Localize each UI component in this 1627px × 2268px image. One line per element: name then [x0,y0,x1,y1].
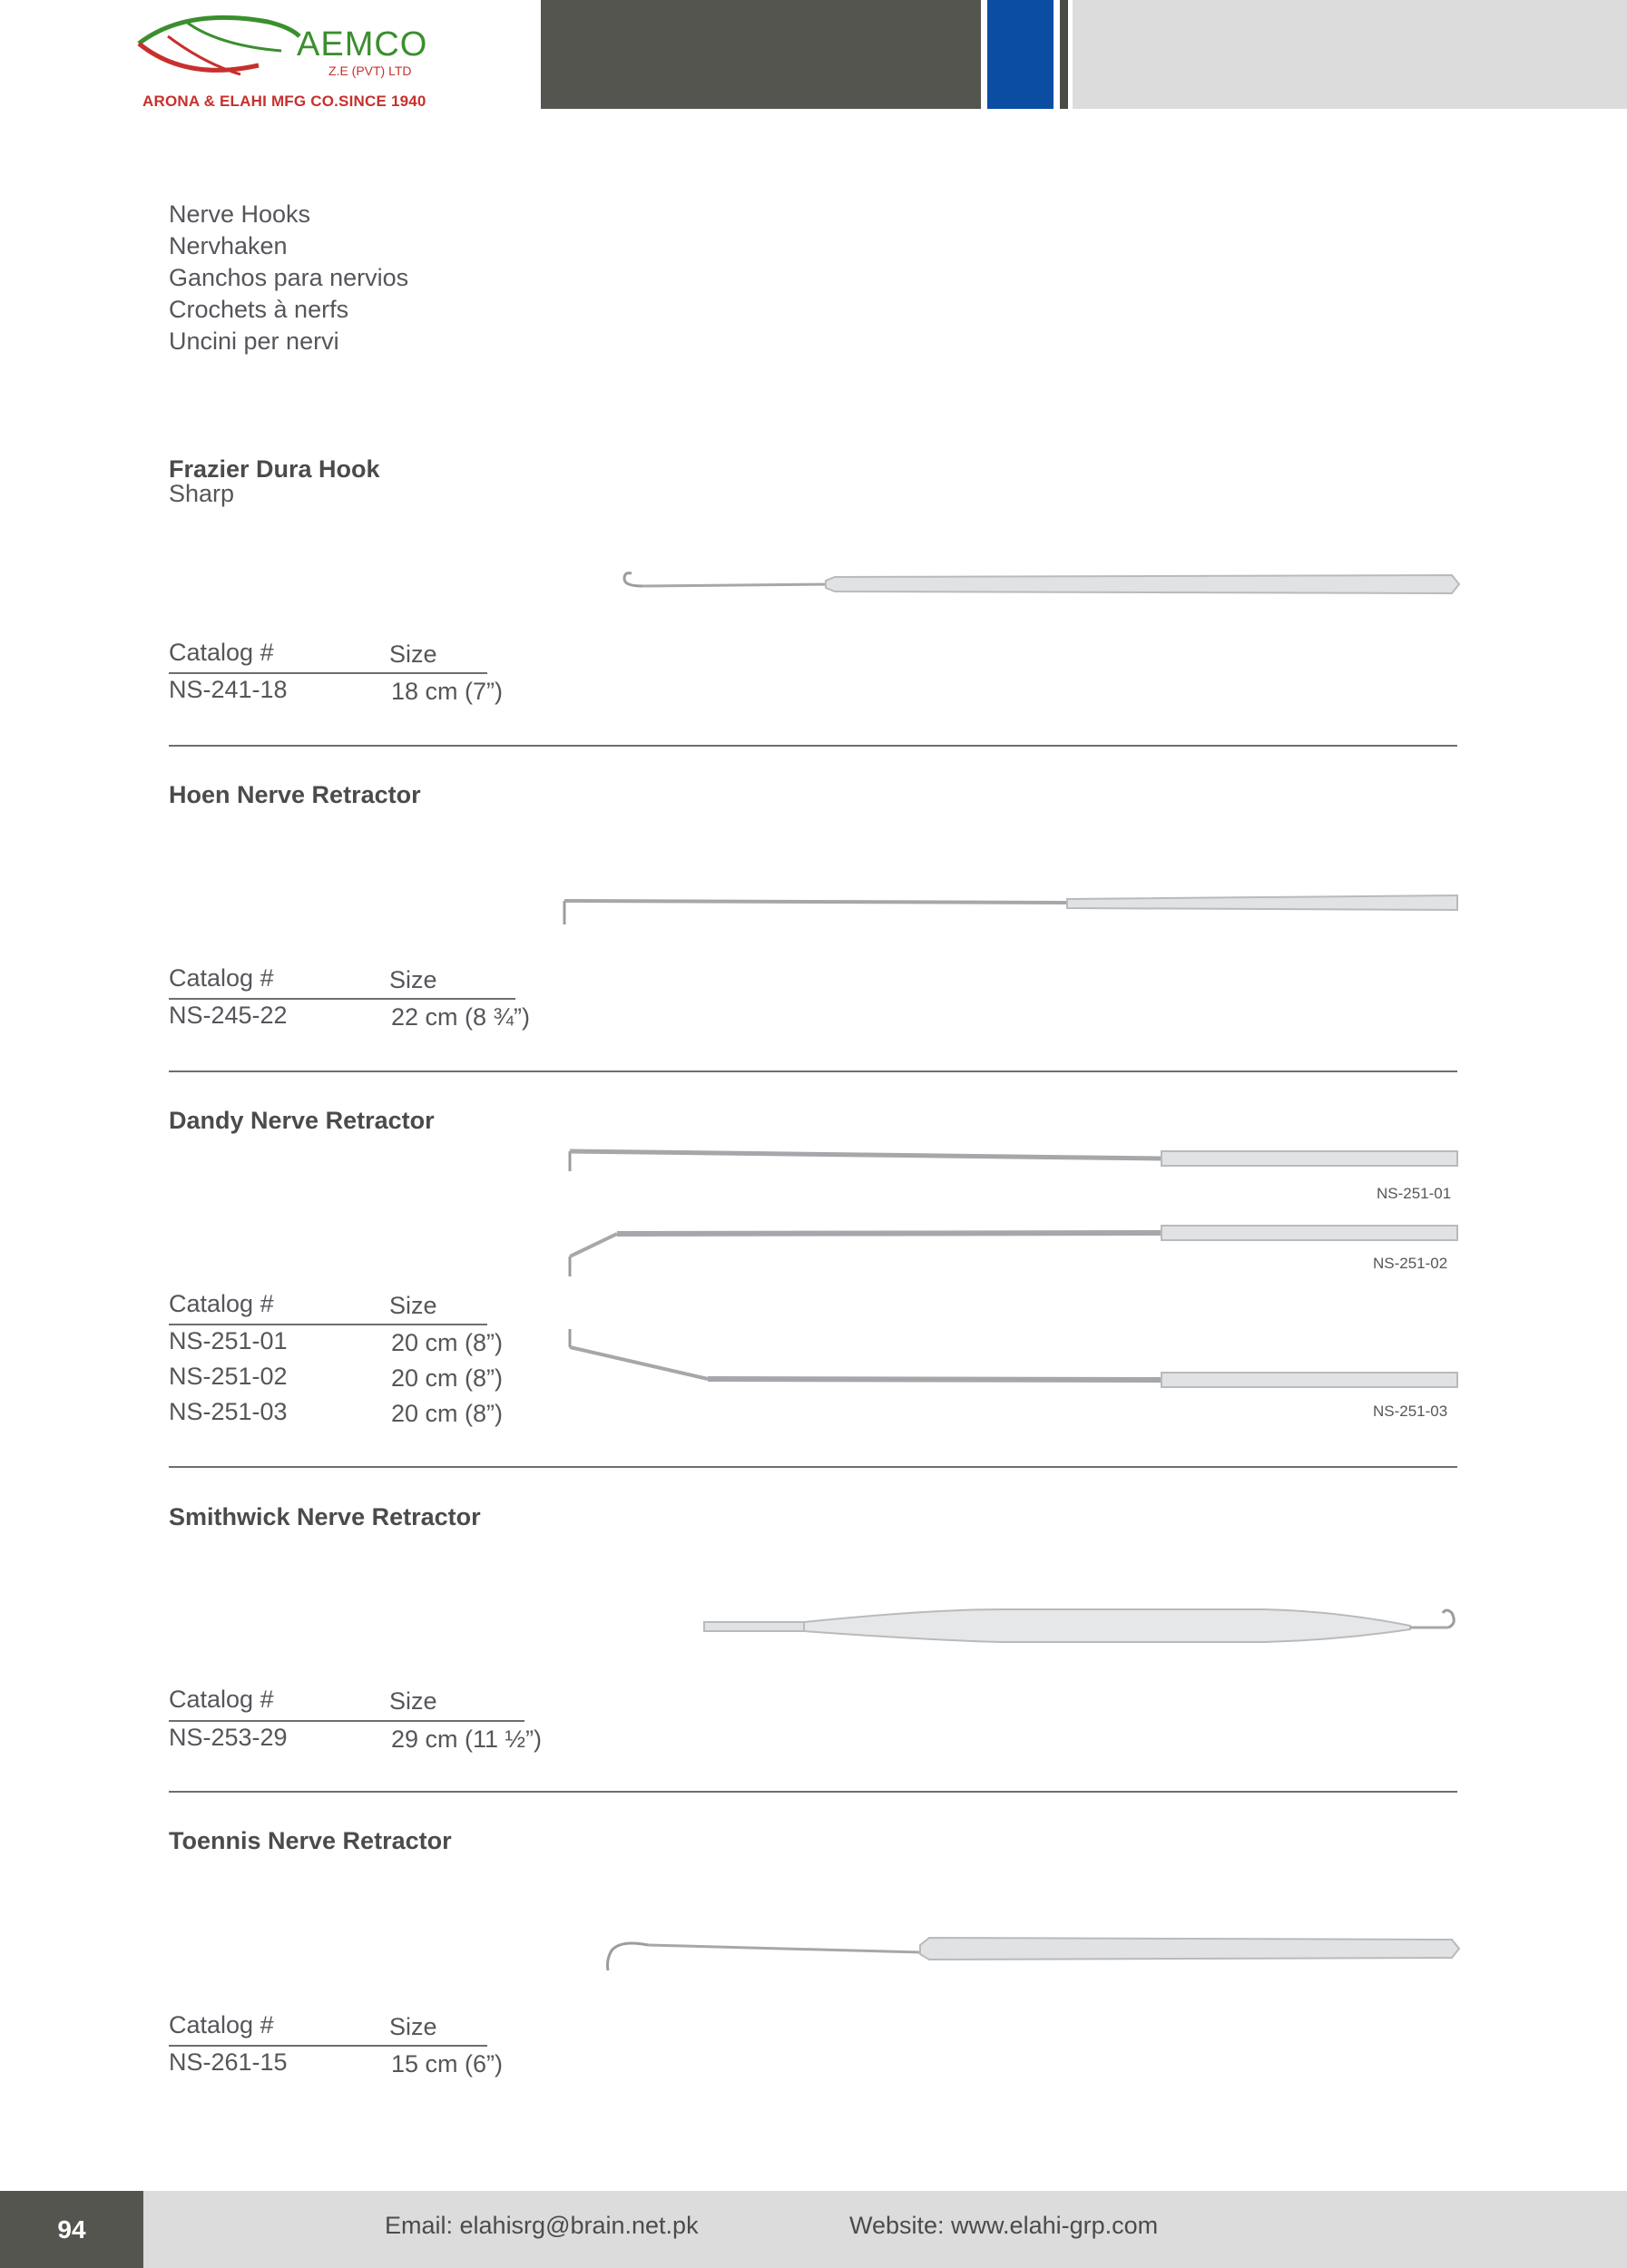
smithwick-nerve-retractor-image [702,1597,1461,1651]
size-value: 20 cm (8”) [391,1400,504,1427]
table-header-underline [169,1720,524,1722]
size-value: 15 cm (6”) [391,2050,504,2077]
table-header-underline [169,998,515,1000]
size-value: 18 cm (7”) [391,678,504,705]
catalog-number: NS-241-18 [169,676,288,703]
toennis-nerve-retractor-image [603,1932,1461,1978]
size-header: Size [389,640,437,668]
section-divider [169,745,1457,747]
catalog-number: NS-245-22 [169,1002,288,1029]
logo-brand: AEMCO [297,25,428,64]
logo-tagline: ARONA & ELAHI MFG CO.SINCE 1940 [142,93,426,110]
size-value: 22 cm (8 ¾”) [391,1003,531,1031]
size-header: Size [389,1687,437,1715]
catalog-number: NS-251-01 [169,1327,288,1354]
catalog-number: NS-251-02 [169,1363,288,1390]
logo-icon [132,9,313,91]
table-header-underline [169,672,487,674]
header-light-bar [1073,0,1627,109]
catalog-number: NS-261-15 [169,2048,288,2076]
catalog-number: NS-253-29 [169,1724,288,1751]
section-divider [169,1466,1457,1468]
dandy-nerve-retractor-image [563,1139,1461,1447]
header-thin-bar [1060,0,1068,109]
catalog-number: NS-251-03 [169,1398,288,1425]
section-divider [169,1070,1457,1072]
size-value: 20 cm (8”) [391,1364,504,1392]
size-header: Size [389,2013,437,2040]
product-name: Dandy Nerve Retractor [169,1107,435,1134]
size-value: 29 cm (11 ½”) [391,1725,543,1753]
header-dark-bar [541,0,981,109]
image-label: NS-251-02 [1373,1255,1448,1272]
category-title-fr: Crochets à nerfs [169,296,349,323]
header-blue-bar [987,0,1054,109]
catalog-header: Catalog # [169,1290,274,1317]
product-subtitle: Sharp [169,480,235,507]
product-name: Toennis Nerve Retractor [169,1827,452,1854]
section-divider [169,1791,1457,1793]
page-number: 94 [0,2191,143,2268]
image-label: NS-251-01 [1377,1185,1452,1202]
category-title-it: Uncini per nervi [169,327,339,355]
size-header: Size [389,1292,437,1319]
footer-email[interactable]: Email: elahisrg@brain.net.pk [385,2212,699,2239]
product-name: Frazier Dura Hook [169,455,380,483]
table-header-underline [169,2045,487,2047]
hoen-nerve-retractor-image [559,885,1461,930]
category-title-en: Nerve Hooks [169,200,311,228]
size-value: 20 cm (8”) [391,1329,504,1356]
category-title-es: Ganchos para nervios [169,264,409,291]
catalog-header: Catalog # [169,639,274,666]
frazier-dura-hook-image [617,562,1461,608]
footer-website[interactable]: Website: www.elahi-grp.com [849,2212,1159,2239]
catalog-header: Catalog # [169,2011,274,2038]
size-header: Size [389,966,437,993]
category-title-de: Nervhaken [169,232,288,259]
image-label: NS-251-03 [1373,1403,1448,1420]
catalog-header: Catalog # [169,964,274,992]
product-name: Smithwick Nerve Retractor [169,1503,481,1530]
product-name: Hoen Nerve Retractor [169,781,421,808]
table-header-underline [169,1324,487,1325]
logo-brand-sub: Z.E (PVT) LTD [328,64,412,78]
catalog-header: Catalog # [169,1686,274,1713]
